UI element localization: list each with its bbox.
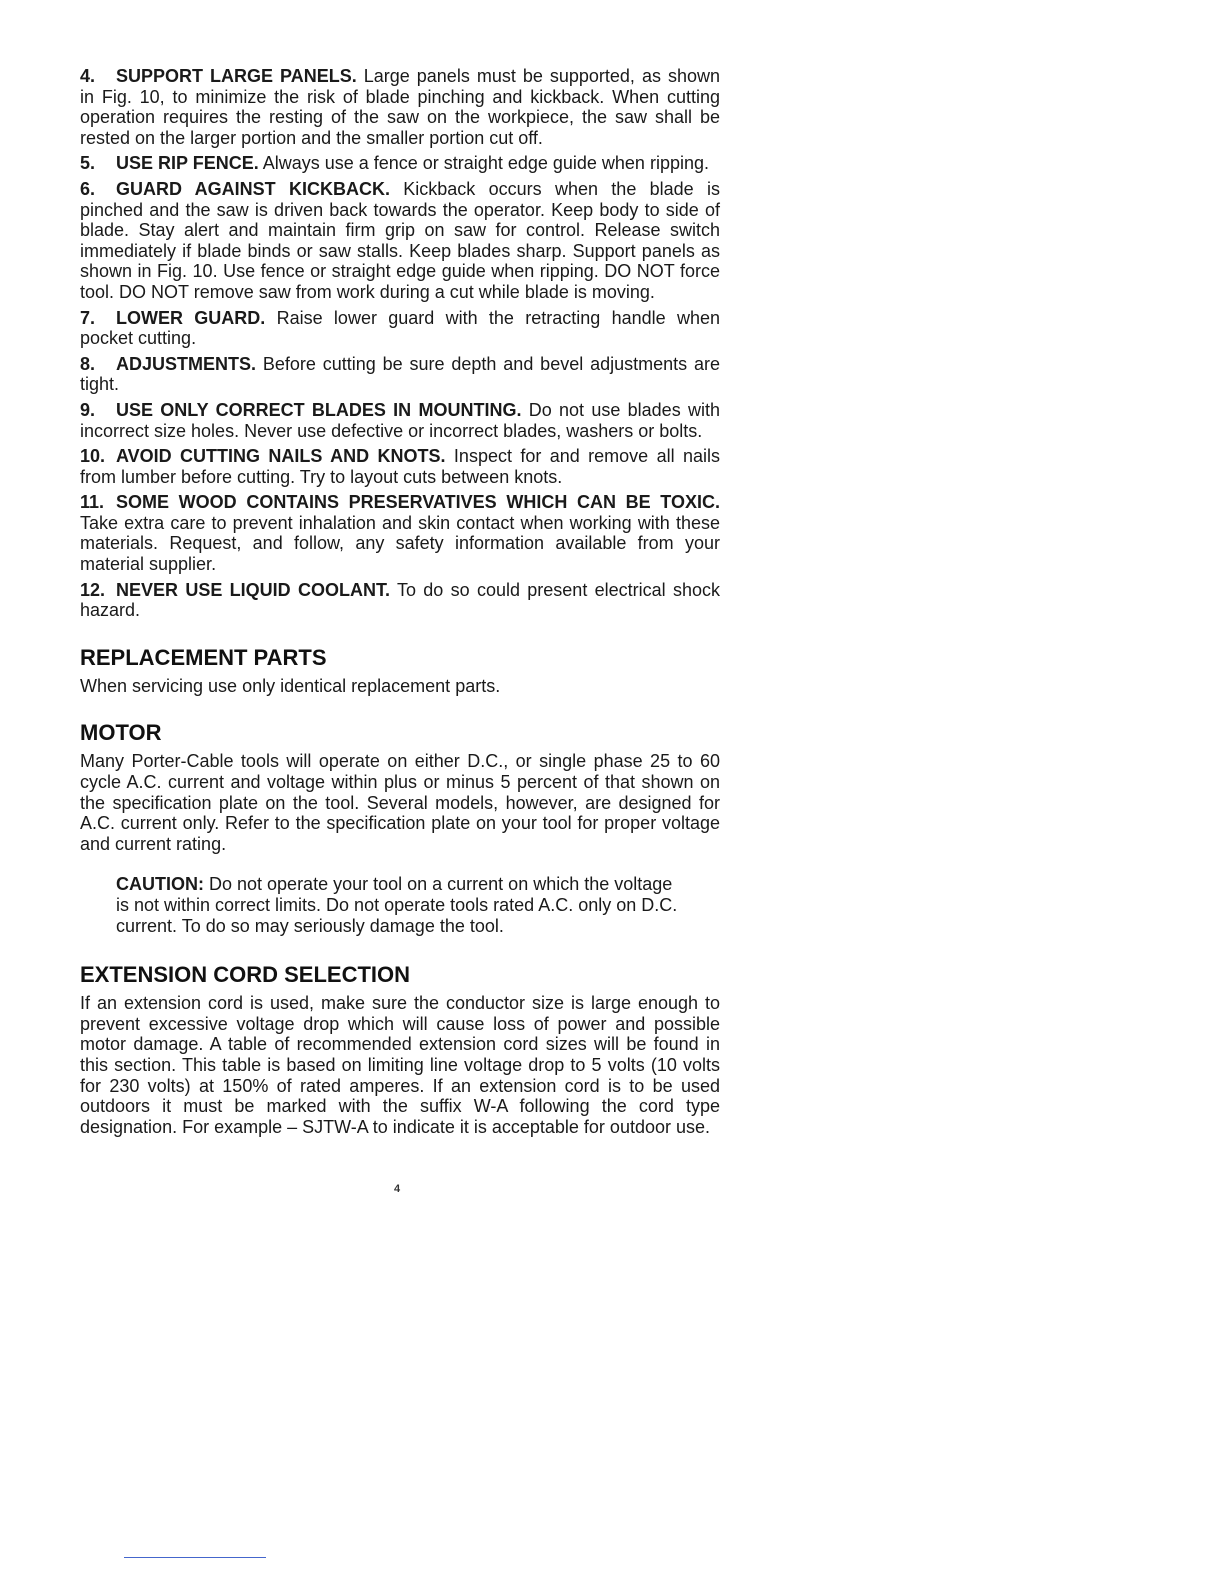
rule-heading: SUPPORT LARGE PANELS. — [116, 66, 357, 86]
safety-rule-item — [80, 179, 720, 303]
rule-number: 5. — [80, 153, 96, 174]
rule-text: To do so could present electrical shock hazard. — [80, 579, 720, 621]
replacement-parts-text: When servicing use only identical replacement parts. — [80, 675, 501, 696]
page-content — [80, 66, 720, 1137]
rule-number: 9. — [80, 399, 96, 420]
rule-text: Raise lower guard with the retracting handle when pocket cutting. — [80, 307, 720, 349]
caution-label: CAUTION: — [116, 874, 204, 895]
rule-text: Kickback occurs when the blade is pinched and the saw is driven back towards the operator. Keep body to side of blade. Stay alert and maintain firm grip on saw for control. Release switch immediately if blade binds or saw stalls. Keep blades sharp. Support panels as shown in Fig. 10. Use fence or straight edge guide when ripping. DO NOT force tool. DO NOT remove saw from work during a cut while blade is moving. — [80, 178, 720, 302]
caution-text: Do not operate your tool on a current on which the voltage is not within correct limits. Do not operate tools rated A.C. only on D.C. current. To do so may seriously damage the tool. — [116, 874, 678, 936]
rule-heading: SOME WOOD CONTAINS PRESERVATIVES WHICH CAN BE TOXIC. — [116, 492, 720, 513]
rule-heading: ADJUSTMENTS. — [116, 353, 257, 374]
safety-rule-item — [80, 446, 720, 487]
rule-heading: USE RIP FENCE. — [116, 153, 259, 174]
safety-rule-item — [80, 492, 720, 574]
rule-number: 8. — [80, 353, 96, 374]
replacement-parts-heading: REPLACEMENT PARTS — [80, 644, 327, 670]
rule-number: 6. — [80, 178, 96, 199]
safety-rule-item — [80, 580, 720, 621]
safety-rules-list — [80, 66, 720, 621]
motor-text: Many Porter-Cable tools will operate on either D.C., or single phase 25 to 60 cycle A.C. current and voltage within plus or minus 5 percent of that shown on the specification plate on the tool. Several models, however, are designed for A.C. current only. Refer to the specification plate on your tool for proper voltage and current rating. — [80, 751, 720, 854]
safety-rule-item — [80, 308, 720, 349]
rule-number: 7. — [80, 307, 96, 328]
safety-rule-item — [80, 400, 720, 441]
safety-rule-item — [80, 153, 720, 174]
caution-note — [116, 874, 684, 936]
safety-rule-item — [80, 354, 720, 395]
rule-text: Inspect for and remove all nails from lumber before cutting. Try to layout cuts between knots. — [80, 446, 720, 487]
rule-heading: GUARD AGAINST KICKBACK. — [116, 178, 390, 199]
page-number: 4 — [394, 1183, 401, 1195]
rule-heading: USE ONLY CORRECT BLADES IN MOUNTING. — [116, 399, 522, 420]
rule-number: 11. — [80, 492, 105, 513]
rule-heading: NEVER USE LIQUID COOLANT. — [116, 579, 390, 600]
rule-text: Always use a fence or straight edge guide when ripping. — [258, 153, 709, 174]
rule-text: Large panels must be supported, as shown in Fig. 10, to minimize the risk of blade pinching and kickback. When cutting operation requires the resting of the saw on the workpiece, the saw shall be rested on the larger portion and the smaller portion cut off. — [80, 66, 720, 148]
rule-number: 4. — [80, 66, 96, 86]
footer-divider — [124, 1557, 266, 1558]
rule-text: Do not use blades with incorrect size holes. Never use defective or incorrect blades, washers or bolts. — [80, 399, 720, 441]
safety-rule-item — [80, 66, 720, 148]
rule-text: Before cutting be sure depth and bevel adjustments are tight. — [80, 353, 720, 395]
rule-heading: LOWER GUARD. — [116, 307, 266, 328]
rule-number: 12. — [80, 579, 106, 600]
rule-number: 10. — [80, 446, 106, 467]
motor-heading: MOTOR — [80, 720, 162, 746]
extension-cord-text: If an extension cord is used, make sure the conductor size is large enough to prevent excessive voltage drop which will cause loss of power and possible motor damage. A table of recommended extension cord sizes will be found in this section. This table is based on limiting line voltage drop to 5 volts (10 volts for 230 volts) at 150% of rated amperes. If an extension cord is to be used outdoors it must be marked with the suffix W-A following the cord type designation. For example – SJTW-A to indicate it is acceptable for outdoor use. — [80, 993, 720, 1137]
rule-text: Take extra care to prevent inhalation and skin contact when working with these materials. Request, and follow, any safety information available from your material supplier. — [80, 512, 720, 575]
rule-heading: AVOID CUTTING NAILS AND KNOTS. — [116, 446, 446, 467]
extension-cord-heading: EXTENSION CORD SELECTION — [80, 962, 411, 988]
